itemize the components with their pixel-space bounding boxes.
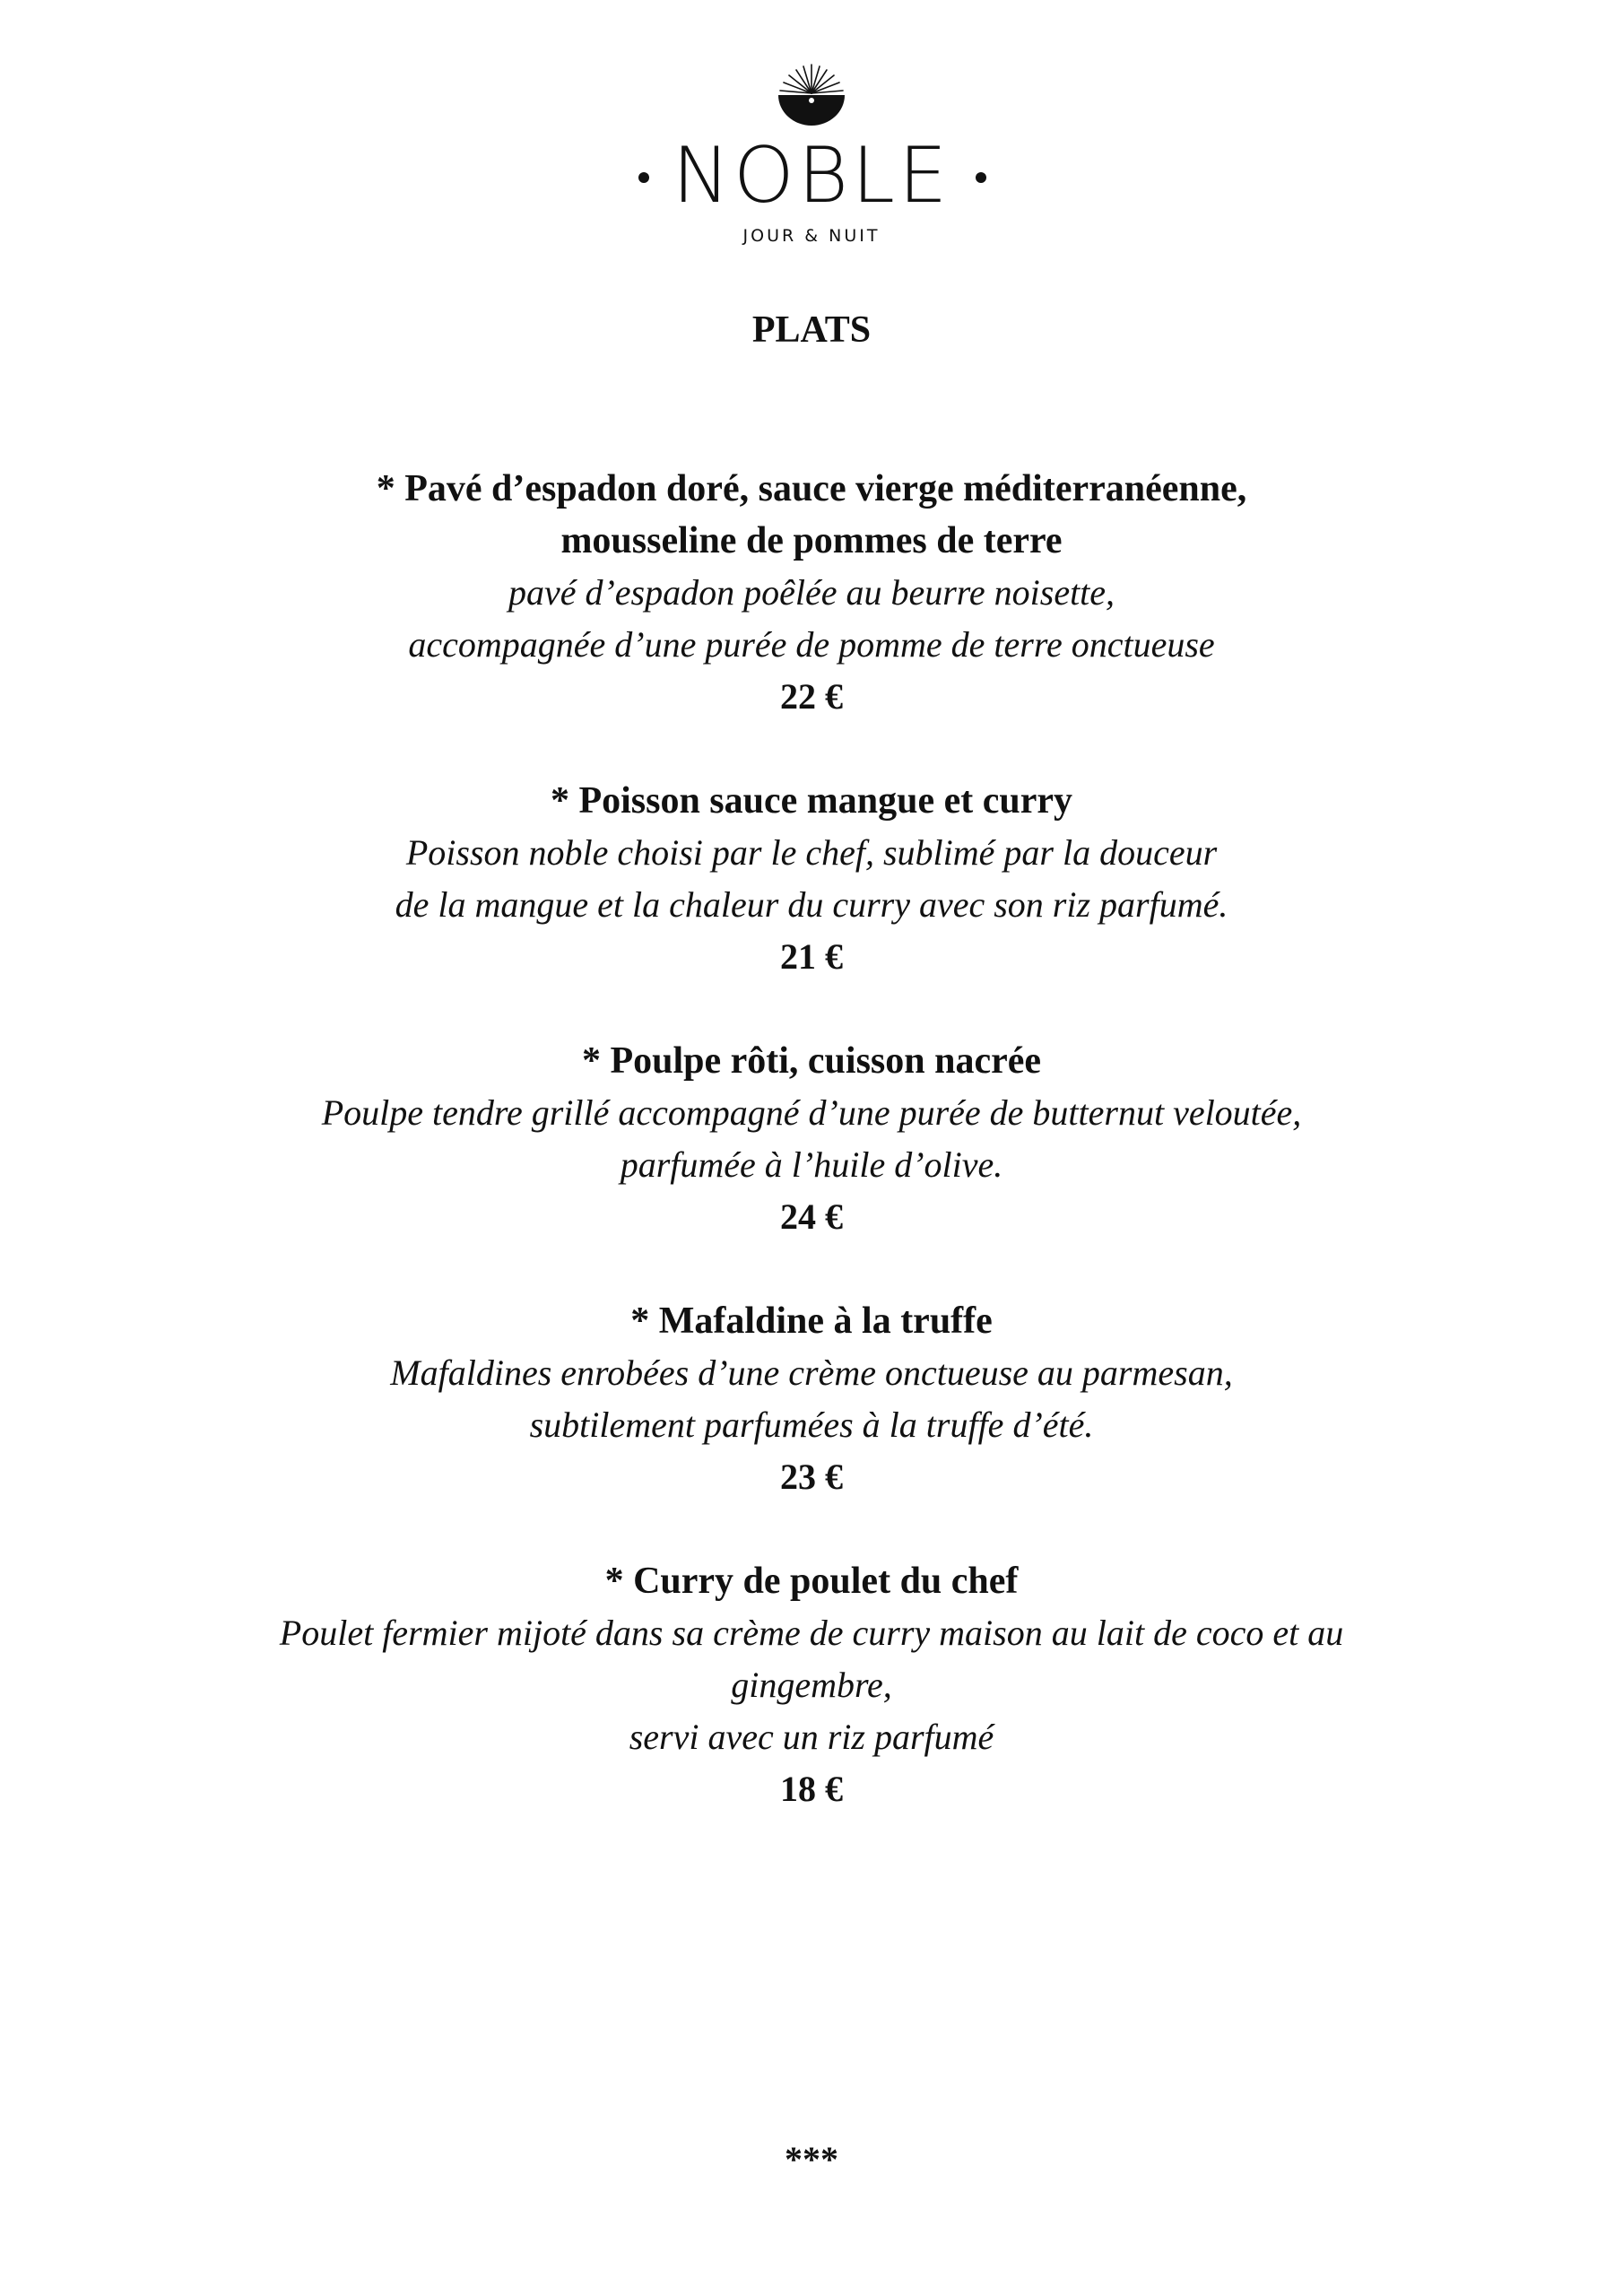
dish-description: de la mangue et la chaleur du curry avec son riz parfumé.: [395, 884, 1228, 925]
dish-name: * Poisson sauce mangue et curry: [550, 780, 1073, 822]
dish-price: 24 €: [780, 1196, 843, 1237]
dish-name: * Pavé d’espadon doré, sauce vierge méditerranéenne,: [376, 468, 1247, 509]
footer-separator: ***: [785, 2139, 838, 2179]
restaurant-logo: [0, 63, 1623, 246]
dish-list: [0, 463, 1623, 1867]
dish-price: 18 €: [780, 1769, 843, 1809]
dish-item: [0, 775, 1623, 983]
dish-price: 21 €: [780, 936, 843, 977]
brand-row: [0, 133, 1623, 219]
brand-dot-left: [638, 172, 649, 183]
dish-description: accompagnée d’une purée de pomme de terre onctueuse: [408, 624, 1215, 665]
dish-description: Poulet fermier mijoté dans sa crème de curry maison au lait de coco et au: [279, 1613, 1344, 1653]
dish-item: [0, 1555, 1623, 1815]
dish-name: mousseline de pommes de terre: [560, 520, 1063, 561]
brand-tagline: JOUR & NUIT: [742, 226, 881, 246]
dish-name: * Mafaldine à la truffe: [630, 1300, 993, 1342]
dish-name: * Poulpe rôti, cuisson nacrée: [581, 1040, 1042, 1082]
dish-price: 22 €: [780, 676, 843, 717]
dish-description: Poulpe tendre grillé accompagné d’une purée de butternut veloutée,: [321, 1092, 1302, 1133]
dish-item: [0, 1035, 1623, 1243]
dish-price: 23 €: [780, 1457, 843, 1497]
dish-description: Mafaldines enrobées d’une crème onctueuse au parmesan,: [390, 1352, 1233, 1393]
dish-item: [0, 463, 1623, 723]
brand-name: NOBLE: [672, 131, 951, 221]
dish-description: subtilement parfumées à la truffe d’été.: [529, 1405, 1094, 1445]
brand-dot-right: [976, 172, 986, 183]
dish-description: pavé d’espadon poêlée au beurre noisette,: [508, 572, 1115, 613]
dish-description: servi avec un riz parfumé: [629, 1717, 994, 1757]
sunburst-logo-icon: [771, 63, 852, 127]
dish-item: [0, 1295, 1623, 1503]
dish-description: parfumée à l’huile d’olive.: [620, 1144, 1003, 1185]
section-title: PLATS: [751, 309, 872, 351]
dish-name: * Curry de poulet du chef: [604, 1561, 1019, 1602]
dish-description: Poisson noble choisi par le chef, sublimé par la douceur: [405, 832, 1218, 873]
dish-description: gingembre,: [731, 1665, 892, 1705]
